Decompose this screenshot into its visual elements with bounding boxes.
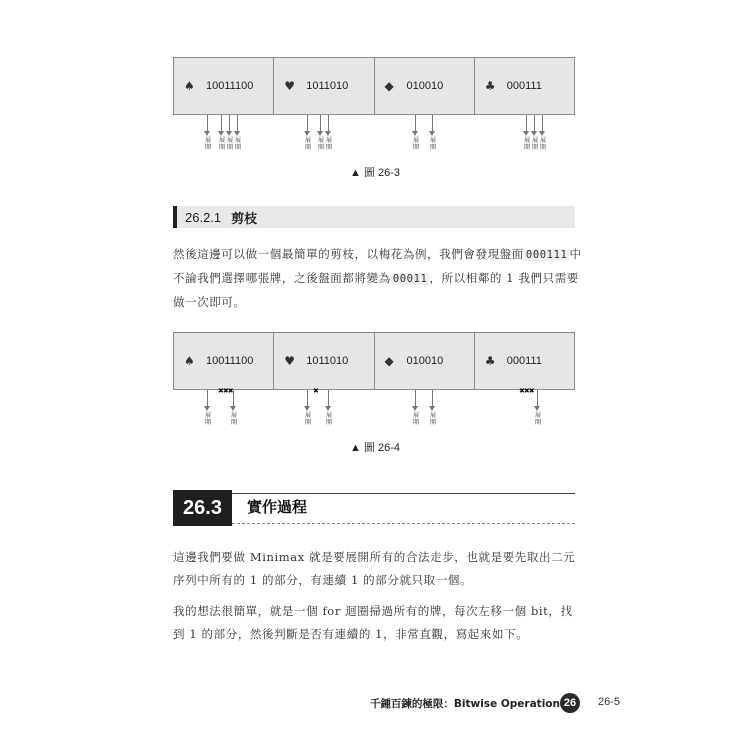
heart-icon: ♥ [284,79,296,93]
diamond-bits: 010010 [406,80,444,92]
figure-26-4 [173,332,575,438]
chapter-badge: 26 [560,693,580,713]
expand-arrows: ✖✖✖ ✖ ✖✖✖ 展開 展開 展開 展開 展開 展開 展開 [204,387,541,426]
paragraph-pruning: 然後這邊可以做一個最簡單的剪枝，以梅花為例，我們會發現盤面 000111 中不論我們選擇哪張牌，之後盤面都將變為 00011 ，所以相鄰的 1 我們只需要做一次即可。 [173,247,582,309]
inline-code: 00011 [392,273,428,285]
section-title: 剪枝 [231,211,258,227]
club-icon: ♣ [484,79,496,93]
running-title: 千鍾百鍊的極限：Bitwise Operation [369,698,560,710]
heart-cell [274,58,374,114]
paragraph-minimax: 這邊我們要做 Minimax 就是要展開所有的合法走步，也就是要先取出二元序列中所有的 1 的部分，有連續 1 的部分就只取一個。 [173,550,576,587]
inline-code: 000111 [525,249,568,261]
spade-cell [174,333,274,389]
page-number: 26-5 [598,696,621,708]
section-heading [173,206,575,228]
diamond-icon: ◆ [384,79,394,93]
club-bits: 000111 [506,80,542,92]
chapter-title: 實作過程 [247,498,308,516]
spade-bits: 10011100 [206,355,254,367]
diamond-cell [375,58,475,114]
spade-icon: ♠ [184,79,195,93]
figure-caption: ▲ 圖 26-4 [349,442,400,454]
figure-26-3 [173,57,575,163]
section-number: 26.2.1 [185,209,222,225]
diamond-bits: 010010 [406,355,444,367]
heart-icon: ♥ [284,354,296,368]
card-boxes [173,57,575,115]
cross-icon: ✖ [313,387,318,395]
spade-icon: ♠ [184,354,195,368]
heart-bits: 1011010 [306,80,349,92]
diamond-icon: ◆ [384,354,394,368]
club-bits: 000111 [506,355,542,367]
expand-arrows: 展開 展開 展開 展開 展開 展開 展開 展開 展開 展開 展開 展開 [173,115,575,163]
cross-icon: ✖✖✖ [218,387,233,395]
spade-cell [174,58,274,114]
club-icon: ♣ [484,354,496,368]
heading-dashed-rule [232,523,575,524]
figure-caption: ▲ 圖 26-3 [349,167,400,179]
heading-rule [232,493,575,494]
card-boxes [173,332,575,390]
page-footer [0,693,750,713]
cross-icon: ✖✖✖ [519,387,534,395]
paragraph-approach: 我的想法很簡單，就是一個 for 迴圈掃過所有的牌，每次左移一個 bit，找到 1 的部分，然後判斷是否有連續的 1，非常直觀，寫起來如下。 [173,604,573,641]
club-cell [475,333,574,389]
heart-cell [274,333,374,389]
heart-bits: 1011010 [306,355,349,367]
diamond-cell [375,333,475,389]
chapter-heading [173,490,575,526]
chapter-number: 26.3 [173,490,232,526]
spade-bits: 10011100 [206,80,254,92]
club-cell [475,58,574,114]
